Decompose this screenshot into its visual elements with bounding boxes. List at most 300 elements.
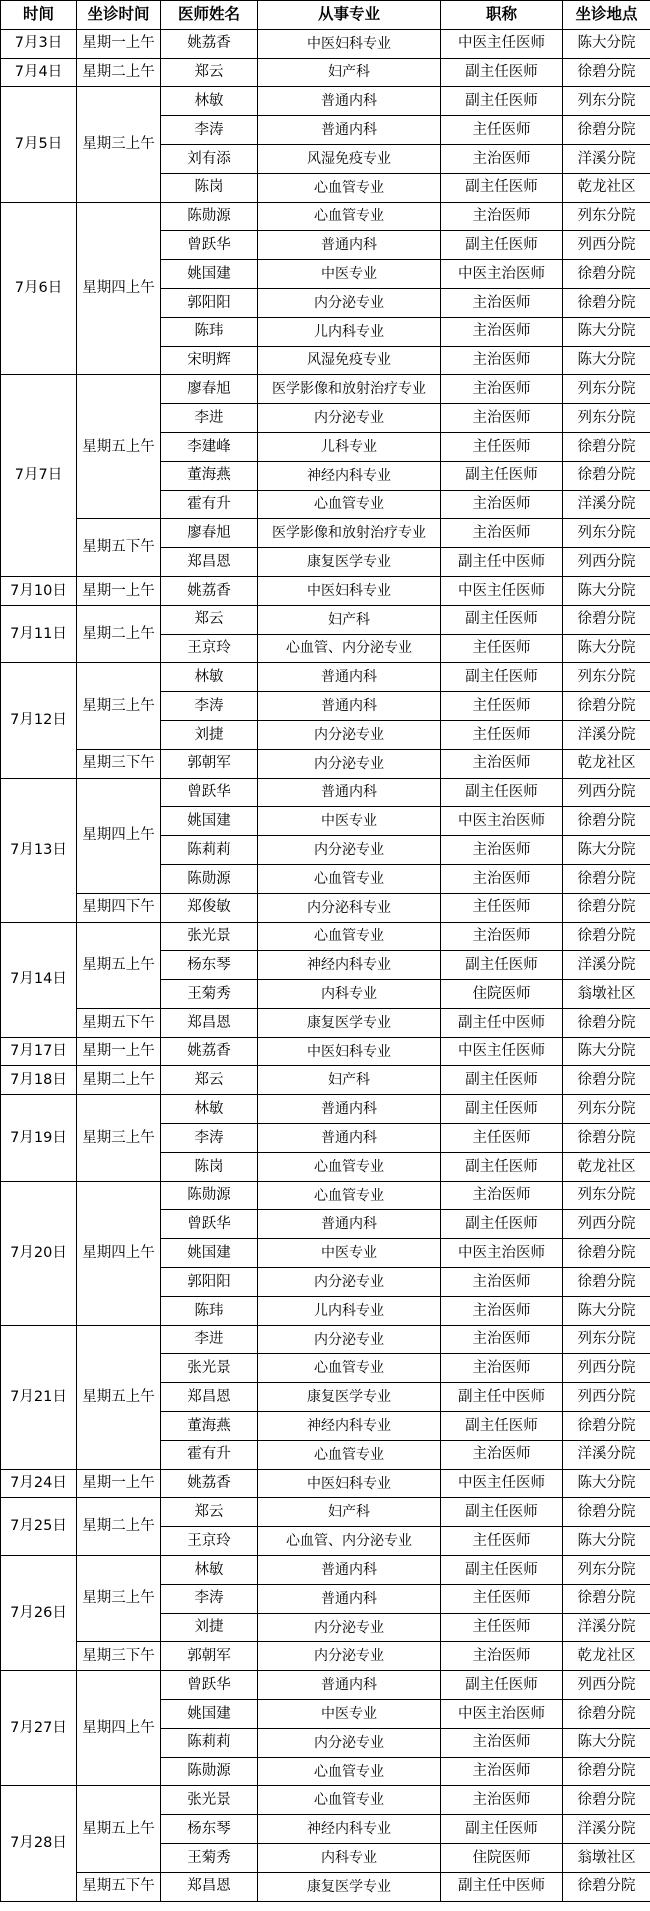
doctor-name-cell: 杨东琴 xyxy=(161,951,258,980)
location-cell: 列东分院 xyxy=(563,1556,650,1585)
specialty-cell: 心血管专业 xyxy=(258,922,441,951)
session-cell: 星期二上午 xyxy=(77,1066,161,1095)
specialty-cell: 风湿免疫专业 xyxy=(258,346,441,375)
title-cell: 主治医师 xyxy=(441,864,563,893)
session-cell: 星期三上午 xyxy=(77,87,161,202)
date-cell: 7月6日 xyxy=(1,202,77,375)
specialty-cell: 康复医学专业 xyxy=(258,548,441,577)
table-row xyxy=(1,1556,650,1585)
table-row xyxy=(1,1498,650,1527)
header-location: 坐诊地点 xyxy=(563,1,650,30)
table-row xyxy=(1,202,650,231)
doctor-name-cell: 陈玮 xyxy=(161,1296,258,1325)
table-row xyxy=(1,58,650,87)
specialty-cell: 心血管专业 xyxy=(258,1440,441,1469)
session-cell: 星期五下午 xyxy=(77,1872,161,1901)
doctor-name-cell: 王菊秀 xyxy=(161,1844,258,1873)
location-cell: 乾龙社区 xyxy=(563,173,650,202)
location-cell: 洋溪分院 xyxy=(563,144,650,173)
table-row xyxy=(1,576,650,605)
title-cell: 主治医师 xyxy=(441,490,563,519)
doctor-name-cell: 林敏 xyxy=(161,663,258,692)
title-cell: 副主任医师 xyxy=(441,1210,563,1239)
title-cell: 主任医师 xyxy=(441,1613,563,1642)
location-cell: 徐碧分院 xyxy=(563,1872,650,1901)
location-cell: 陈大分院 xyxy=(563,1296,650,1325)
location-cell: 列西分院 xyxy=(563,231,650,260)
doctor-name-cell: 郭阳阳 xyxy=(161,1268,258,1297)
specialty-cell: 心血管专业 xyxy=(258,864,441,893)
table-row xyxy=(1,1066,650,1095)
session-cell: 星期三下午 xyxy=(77,1642,161,1671)
location-cell: 洋溪分院 xyxy=(563,490,650,519)
title-cell: 副主任中医师 xyxy=(441,1872,563,1901)
specialty-cell: 心血管专业 xyxy=(258,1757,441,1786)
location-cell: 列东分院 xyxy=(563,202,650,231)
table-row xyxy=(1,922,650,951)
session-cell: 星期五下午 xyxy=(77,1008,161,1037)
location-cell: 徐碧分院 xyxy=(563,58,650,87)
specialty-cell: 神经内科专业 xyxy=(258,461,441,490)
title-cell: 中医主治医师 xyxy=(441,1239,563,1268)
doctor-name-cell: 陈岗 xyxy=(161,1152,258,1181)
title-cell: 副主任医师 xyxy=(441,231,563,260)
location-cell: 徐碧分院 xyxy=(563,692,650,721)
specialty-cell: 心血管专业 xyxy=(258,173,441,202)
title-cell: 主治医师 xyxy=(441,1325,563,1354)
location-cell: 陈大分院 xyxy=(563,346,650,375)
title-cell: 主治医师 xyxy=(441,922,563,951)
date-cell: 7月27日 xyxy=(1,1671,77,1786)
doctor-name-cell: 郑云 xyxy=(161,605,258,634)
doctor-name-cell: 王京玲 xyxy=(161,1527,258,1556)
specialty-cell: 中医妇科专业 xyxy=(258,576,441,605)
location-cell: 陈大分院 xyxy=(563,1037,650,1066)
title-cell: 中医主治医师 xyxy=(441,260,563,289)
specialty-cell: 心血管专业 xyxy=(258,1181,441,1210)
doctor-name-cell: 张光景 xyxy=(161,922,258,951)
location-cell: 徐碧分院 xyxy=(563,605,650,634)
table-row xyxy=(1,1786,650,1815)
location-cell: 列东分院 xyxy=(563,375,650,404)
title-cell: 主任医师 xyxy=(441,893,563,922)
header-session: 坐诊时间 xyxy=(77,1,161,30)
doctor-name-cell: 廖春旭 xyxy=(161,375,258,404)
doctor-name-cell: 姚荔香 xyxy=(161,576,258,605)
title-cell: 中医主任医师 xyxy=(441,29,563,58)
location-cell: 陈大分院 xyxy=(563,1527,650,1556)
date-cell: 7月10日 xyxy=(1,576,77,605)
location-cell: 徐碧分院 xyxy=(563,1124,650,1153)
doctor-name-cell: 陈勋源 xyxy=(161,864,258,893)
date-cell: 7月5日 xyxy=(1,87,77,202)
date-cell: 7月26日 xyxy=(1,1556,77,1671)
specialty-cell: 内分泌专业 xyxy=(258,720,441,749)
doctor-name-cell: 郑昌恩 xyxy=(161,1872,258,1901)
specialty-cell: 中医专业 xyxy=(258,1239,441,1268)
title-cell: 中医主治医师 xyxy=(441,807,563,836)
session-cell: 星期五上午 xyxy=(77,922,161,1008)
doctor-name-cell: 姚荔香 xyxy=(161,29,258,58)
specialty-cell: 普通内科 xyxy=(258,1671,441,1700)
location-cell: 列西分院 xyxy=(563,1210,650,1239)
location-cell: 洋溪分院 xyxy=(563,1440,650,1469)
specialty-cell: 内分泌专业 xyxy=(258,404,441,433)
title-cell: 主治医师 xyxy=(441,1440,563,1469)
specialty-cell: 内分泌专业 xyxy=(258,749,441,778)
header-date: 时间 xyxy=(1,1,77,30)
specialty-cell: 康复医学专业 xyxy=(258,1008,441,1037)
title-cell: 主任医师 xyxy=(441,116,563,145)
doctor-name-cell: 王京玲 xyxy=(161,634,258,663)
specialty-cell: 儿内科专业 xyxy=(258,317,441,346)
title-cell: 主治医师 xyxy=(441,288,563,317)
doctor-name-cell: 刘有添 xyxy=(161,144,258,173)
header-specialty: 从事专业 xyxy=(258,1,441,30)
doctor-name-cell: 曾跃华 xyxy=(161,1671,258,1700)
doctor-name-cell: 李涛 xyxy=(161,116,258,145)
date-cell: 7月13日 xyxy=(1,778,77,922)
table-row xyxy=(1,778,650,807)
doctor-name-cell: 霍有升 xyxy=(161,1440,258,1469)
table-row xyxy=(1,1037,650,1066)
doctor-name-cell: 郑云 xyxy=(161,58,258,87)
specialty-cell: 普通内科 xyxy=(258,1124,441,1153)
title-cell: 副主任医师 xyxy=(441,951,563,980)
title-cell: 住院医师 xyxy=(441,980,563,1009)
title-cell: 主任医师 xyxy=(441,1527,563,1556)
doctor-name-cell: 曾跃华 xyxy=(161,1210,258,1239)
doctor-name-cell: 陈玮 xyxy=(161,317,258,346)
session-cell: 星期五上午 xyxy=(77,1325,161,1469)
header-row xyxy=(1,1,650,30)
session-cell: 星期五上午 xyxy=(77,1786,161,1872)
specialty-cell: 内分泌专业 xyxy=(258,1325,441,1354)
doctor-name-cell: 刘捷 xyxy=(161,1613,258,1642)
specialty-cell: 普通内科 xyxy=(258,1095,441,1124)
table-row xyxy=(1,87,650,116)
doctor-name-cell: 张光景 xyxy=(161,1786,258,1815)
title-cell: 主治医师 xyxy=(441,1786,563,1815)
title-cell: 主治医师 xyxy=(441,375,563,404)
table-row xyxy=(1,1671,650,1700)
title-cell: 主治医师 xyxy=(441,1642,563,1671)
specialty-cell: 内分泌专业 xyxy=(258,1728,441,1757)
title-cell: 主治医师 xyxy=(441,749,563,778)
table-row xyxy=(1,1872,650,1901)
location-cell: 洋溪分院 xyxy=(563,1613,650,1642)
specialty-cell: 儿科专业 xyxy=(258,432,441,461)
session-cell: 星期一上午 xyxy=(77,29,161,58)
date-cell: 7月17日 xyxy=(1,1037,77,1066)
session-cell: 星期二上午 xyxy=(77,58,161,87)
doctor-name-cell: 姚国建 xyxy=(161,807,258,836)
doctor-name-cell: 林敏 xyxy=(161,87,258,116)
location-cell: 陈大分院 xyxy=(563,576,650,605)
title-cell: 副主任医师 xyxy=(441,461,563,490)
title-cell: 主任医师 xyxy=(441,692,563,721)
specialty-cell: 医学影像和放射治疗专业 xyxy=(258,519,441,548)
doctor-name-cell: 郑昌恩 xyxy=(161,1383,258,1412)
title-cell: 主治医师 xyxy=(441,1181,563,1210)
doctor-name-cell: 李涛 xyxy=(161,692,258,721)
specialty-cell: 内分泌专业 xyxy=(258,1268,441,1297)
date-cell: 7月3日 xyxy=(1,29,77,58)
location-cell: 列西分院 xyxy=(563,778,650,807)
title-cell: 副主任医师 xyxy=(441,1671,563,1700)
doctor-name-cell: 张光景 xyxy=(161,1354,258,1383)
location-cell: 列东分院 xyxy=(563,1095,650,1124)
location-cell: 徐碧分院 xyxy=(563,893,650,922)
doctor-name-cell: 郑昌恩 xyxy=(161,548,258,577)
header-doctor-name: 医师姓名 xyxy=(161,1,258,30)
table-row xyxy=(1,1642,650,1671)
location-cell: 洋溪分院 xyxy=(563,1815,650,1844)
title-cell: 副主任医师 xyxy=(441,1815,563,1844)
title-cell: 副主任医师 xyxy=(441,663,563,692)
location-cell: 陈大分院 xyxy=(563,1728,650,1757)
specialty-cell: 普通内科 xyxy=(258,87,441,116)
doctor-name-cell: 李涛 xyxy=(161,1584,258,1613)
doctor-name-cell: 杨东琴 xyxy=(161,1815,258,1844)
specialty-cell: 内分泌科专业 xyxy=(258,893,441,922)
location-cell: 徐碧分院 xyxy=(563,116,650,145)
location-cell: 陈大分院 xyxy=(563,29,650,58)
title-cell: 主治医师 xyxy=(441,1757,563,1786)
location-cell: 列东分院 xyxy=(563,1325,650,1354)
specialty-cell: 中医妇科专业 xyxy=(258,29,441,58)
location-cell: 徐碧分院 xyxy=(563,461,650,490)
doctor-name-cell: 陈勋源 xyxy=(161,1757,258,1786)
location-cell: 徐碧分院 xyxy=(563,260,650,289)
title-cell: 副主任中医师 xyxy=(441,1383,563,1412)
doctor-name-cell: 李涛 xyxy=(161,1124,258,1153)
location-cell: 陈大分院 xyxy=(563,1469,650,1498)
title-cell: 主治医师 xyxy=(441,1296,563,1325)
location-cell: 翁墩社区 xyxy=(563,980,650,1009)
session-cell: 星期四上午 xyxy=(77,1181,161,1325)
doctor-name-cell: 郑俊敏 xyxy=(161,893,258,922)
specialty-cell: 儿内科专业 xyxy=(258,1296,441,1325)
specialty-cell: 康复医学专业 xyxy=(258,1872,441,1901)
specialty-cell: 普通内科 xyxy=(258,1556,441,1585)
specialty-cell: 心血管、内分泌专业 xyxy=(258,634,441,663)
location-cell: 徐碧分院 xyxy=(563,1700,650,1729)
table-row xyxy=(1,1469,650,1498)
title-cell: 副主任医师 xyxy=(441,173,563,202)
doctor-name-cell: 霍有升 xyxy=(161,490,258,519)
title-cell: 中医主治医师 xyxy=(441,1700,563,1729)
specialty-cell: 普通内科 xyxy=(258,778,441,807)
specialty-cell: 中医专业 xyxy=(258,260,441,289)
location-cell: 列西分院 xyxy=(563,1383,650,1412)
specialty-cell: 妇产科 xyxy=(258,605,441,634)
doctor-name-cell: 董海燕 xyxy=(161,1412,258,1441)
specialty-cell: 普通内科 xyxy=(258,663,441,692)
doctor-name-cell: 李进 xyxy=(161,404,258,433)
doctor-name-cell: 宋明辉 xyxy=(161,346,258,375)
specialty-cell: 中医专业 xyxy=(258,1700,441,1729)
table-row xyxy=(1,605,650,634)
specialty-cell: 心血管专业 xyxy=(258,490,441,519)
location-cell: 乾龙社区 xyxy=(563,1642,650,1671)
doctor-name-cell: 林敏 xyxy=(161,1556,258,1585)
doctor-name-cell: 郭朝军 xyxy=(161,1642,258,1671)
specialty-cell: 心血管专业 xyxy=(258,1786,441,1815)
specialty-cell: 内分泌专业 xyxy=(258,1613,441,1642)
specialty-cell: 内分泌专业 xyxy=(258,288,441,317)
specialty-cell: 神经内科专业 xyxy=(258,1815,441,1844)
specialty-cell: 中医妇科专业 xyxy=(258,1469,441,1498)
specialty-cell: 康复医学专业 xyxy=(258,1383,441,1412)
location-cell: 徐碧分院 xyxy=(563,1412,650,1441)
title-cell: 副主任医师 xyxy=(441,87,563,116)
doctor-name-cell: 林敏 xyxy=(161,1095,258,1124)
location-cell: 乾龙社区 xyxy=(563,1152,650,1181)
location-cell: 徐碧分院 xyxy=(563,1239,650,1268)
date-cell: 7月14日 xyxy=(1,922,77,1037)
title-cell: 主治医师 xyxy=(441,404,563,433)
session-cell: 星期二上午 xyxy=(77,1498,161,1556)
doctor-name-cell: 郑昌恩 xyxy=(161,1008,258,1037)
schedule-body xyxy=(1,29,650,1901)
doctor-name-cell: 李建峰 xyxy=(161,432,258,461)
location-cell: 徐碧分院 xyxy=(563,1268,650,1297)
location-cell: 列西分院 xyxy=(563,1354,650,1383)
doctor-name-cell: 陈莉莉 xyxy=(161,1728,258,1757)
title-cell: 副主任医师 xyxy=(441,605,563,634)
table-row xyxy=(1,749,650,778)
date-cell: 7月19日 xyxy=(1,1095,77,1181)
session-cell: 星期五上午 xyxy=(77,375,161,519)
location-cell: 徐碧分院 xyxy=(563,1498,650,1527)
session-cell: 星期一上午 xyxy=(77,576,161,605)
date-cell: 7月20日 xyxy=(1,1181,77,1325)
title-cell: 主治医师 xyxy=(441,1728,563,1757)
date-cell: 7月7日 xyxy=(1,375,77,577)
doctor-name-cell: 陈勋源 xyxy=(161,1181,258,1210)
table-row xyxy=(1,519,650,548)
title-cell: 住院医师 xyxy=(441,1844,563,1873)
location-cell: 乾龙社区 xyxy=(563,749,650,778)
doctor-name-cell: 刘捷 xyxy=(161,720,258,749)
table-row xyxy=(1,1008,650,1037)
title-cell: 副主任中医师 xyxy=(441,548,563,577)
doctor-name-cell: 董海燕 xyxy=(161,461,258,490)
title-cell: 副主任医师 xyxy=(441,1498,563,1527)
title-cell: 副主任中医师 xyxy=(441,1008,563,1037)
table-row xyxy=(1,1325,650,1354)
session-cell: 星期三上午 xyxy=(77,663,161,749)
doctor-name-cell: 王菊秀 xyxy=(161,980,258,1009)
location-cell: 徐碧分院 xyxy=(563,1584,650,1613)
location-cell: 列东分院 xyxy=(563,519,650,548)
location-cell: 列东分院 xyxy=(563,1181,650,1210)
location-cell: 列西分院 xyxy=(563,1671,650,1700)
doctor-name-cell: 姚荔香 xyxy=(161,1037,258,1066)
location-cell: 陈大分院 xyxy=(563,836,650,865)
doctor-name-cell: 郑云 xyxy=(161,1498,258,1527)
specialty-cell: 妇产科 xyxy=(258,1066,441,1095)
session-cell: 星期四下午 xyxy=(77,893,161,922)
title-cell: 主任医师 xyxy=(441,1584,563,1613)
title-cell: 主任医师 xyxy=(441,432,563,461)
location-cell: 徐碧分院 xyxy=(563,288,650,317)
specialty-cell: 妇产科 xyxy=(258,58,441,87)
session-cell: 星期二上午 xyxy=(77,605,161,663)
date-cell: 7月28日 xyxy=(1,1786,77,1901)
specialty-cell: 神经内科专业 xyxy=(258,1412,441,1441)
doctor-name-cell: 廖春旭 xyxy=(161,519,258,548)
session-cell: 星期五下午 xyxy=(77,519,161,577)
date-cell: 7月24日 xyxy=(1,1469,77,1498)
location-cell: 列东分院 xyxy=(563,404,650,433)
specialty-cell: 普通内科 xyxy=(258,692,441,721)
table-row xyxy=(1,29,650,58)
title-cell: 中医主任医师 xyxy=(441,1469,563,1498)
session-cell: 星期四上午 xyxy=(77,1671,161,1786)
date-cell: 7月21日 xyxy=(1,1325,77,1469)
title-cell: 主治医师 xyxy=(441,144,563,173)
doctor-name-cell: 郑云 xyxy=(161,1066,258,1095)
title-cell: 副主任医师 xyxy=(441,1066,563,1095)
session-cell: 星期一上午 xyxy=(77,1037,161,1066)
specialty-cell: 普通内科 xyxy=(258,231,441,260)
doctor-name-cell: 郭阳阳 xyxy=(161,288,258,317)
specialty-cell: 中医专业 xyxy=(258,807,441,836)
location-cell: 翁墩社区 xyxy=(563,1844,650,1873)
date-cell: 7月25日 xyxy=(1,1498,77,1556)
title-cell: 主治医师 xyxy=(441,519,563,548)
specialty-cell: 风湿免疫专业 xyxy=(258,144,441,173)
location-cell: 徐碧分院 xyxy=(563,1008,650,1037)
doctor-name-cell: 曾跃华 xyxy=(161,778,258,807)
specialty-cell: 神经内科专业 xyxy=(258,951,441,980)
location-cell: 徐碧分院 xyxy=(563,922,650,951)
doctor-name-cell: 姚国建 xyxy=(161,260,258,289)
title-cell: 主任医师 xyxy=(441,634,563,663)
title-cell: 副主任医师 xyxy=(441,778,563,807)
title-cell: 主治医师 xyxy=(441,1268,563,1297)
doctor-name-cell: 陈莉莉 xyxy=(161,836,258,865)
table-row xyxy=(1,1181,650,1210)
specialty-cell: 中医妇科专业 xyxy=(258,1037,441,1066)
table-row xyxy=(1,375,650,404)
session-cell: 星期四上午 xyxy=(77,778,161,893)
specialty-cell: 心血管专业 xyxy=(258,1354,441,1383)
title-cell: 主治医师 xyxy=(441,346,563,375)
location-cell: 徐碧分院 xyxy=(563,1066,650,1095)
location-cell: 洋溪分院 xyxy=(563,720,650,749)
location-cell: 徐碧分院 xyxy=(563,1786,650,1815)
session-cell: 星期三上午 xyxy=(77,1095,161,1181)
title-cell: 中医主任医师 xyxy=(441,1037,563,1066)
specialty-cell: 内分泌专业 xyxy=(258,836,441,865)
doctor-name-cell: 郭朝军 xyxy=(161,749,258,778)
title-cell: 主治医师 xyxy=(441,202,563,231)
title-cell: 主治医师 xyxy=(441,1354,563,1383)
session-cell: 星期四上午 xyxy=(77,202,161,375)
specialty-cell: 心血管专业 xyxy=(258,202,441,231)
specialty-cell: 内科专业 xyxy=(258,980,441,1009)
table-row xyxy=(1,663,650,692)
location-cell: 徐碧分院 xyxy=(563,1757,650,1786)
specialty-cell: 普通内科 xyxy=(258,1210,441,1239)
location-cell: 列西分院 xyxy=(563,548,650,577)
title-cell: 副主任医师 xyxy=(441,58,563,87)
doctor-name-cell: 李进 xyxy=(161,1325,258,1354)
location-cell: 陈大分院 xyxy=(563,634,650,663)
